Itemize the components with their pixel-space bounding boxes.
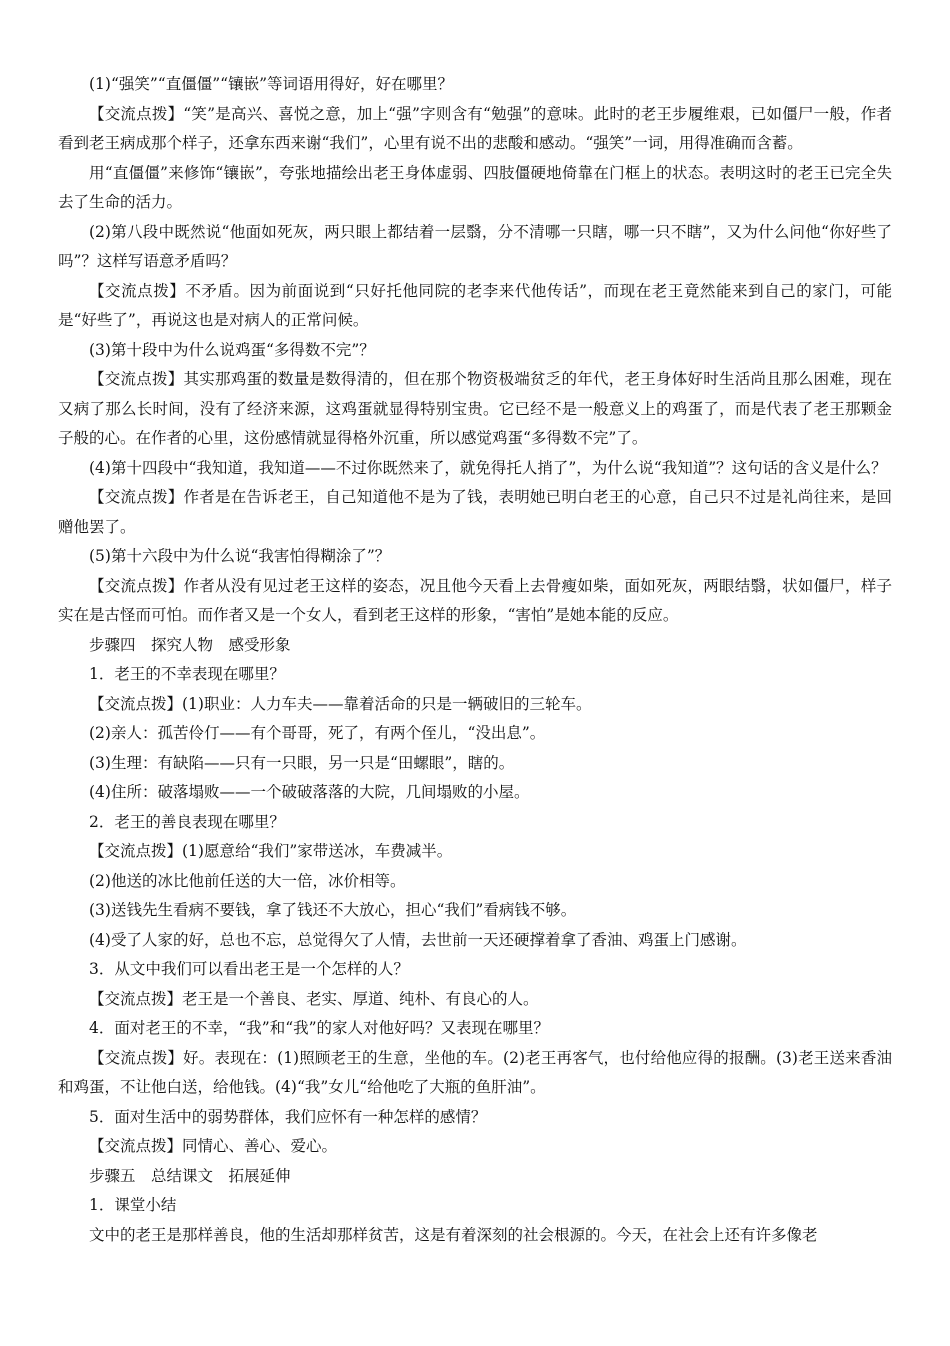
question-1: (1)“强笑”“直僵僵”“镶嵌”等词语用得好，好在哪里？ [89,75,454,93]
answer-3: 【交流点拨】其实那鸡蛋的数量是数得清的，但在那个物资极端贫乏的年代，老王身体好时生活尚且那么困难，现在又病了那么长时间，没有了经济来源，这鸡蛋就显得特别宝贵。它已经不是一般意义上的鸡蛋了，而是代表了老王那颗金子般的心。在作者的心里，这份感情就显得格外沉重，所以感觉鸡蛋“多得数不完”了。 [58,370,892,447]
step4-question-3: 3．从文中我们可以看出老王是一个怎样的人？ [89,960,409,978]
step4-answer-1-item-3: (3)生理：有缺陷——只有一只眼，另一只是“田螺眼”，瞎的。 [89,753,515,772]
step4-answer-5: 【交流点拨】同情心、善心、爱心。 [89,1137,338,1155]
answer-5: 【交流点拨】作者从没有见过老王这样的姿态，况且他今天看上去骨瘦如柴，面如死灰，两眼结翳，状如僵尸，样子实在是古怪而可怕。而作者又是一个女人，看到老王这样的形象，“害怕”是她本能的反应。 [58,576,892,624]
step-five-heading: 步骤五 总结课文 拓展延伸 [89,1166,291,1185]
step4-answer-1-item-4: (4)住所：破落塌败——一个破破落落的大院，几间塌败的小屋。 [89,783,530,801]
class-summary-heading: 1．课堂小结 [89,1196,177,1214]
answer-4: 【交流点拨】作者是在告诉老王，自己知道他不是为了钱，表明她已明白老王的心意，自己只不过是礼尚往来，是回赠他罢了。 [58,488,892,536]
step4-answer-2-item-4: (4)受了人家的好，总也不忘，总觉得欠了人情，去世前一天还硬撑着拿了香油、鸡蛋上门感谢。 [89,930,747,949]
answer-2: 【交流点拨】不矛盾。因为前面说到“只好托他同院的老李来代他传话”，而现在老王竟然能来到自己的家门，可能是“好些了”，再说这也是对病人的正常问候。 [58,281,892,329]
document-page [58,70,892,1250]
question-5: (5)第十六段中为什么说“我害怕得糊涂了”？ [89,547,391,565]
step4-answer-1-item-2: (2)亲人：孤苦伶仃——有个哥哥，死了，有两个侄儿，“没出息”。 [89,724,546,742]
step4-question-1: 1．老王的不幸表现在哪里？ [89,665,285,683]
question-4: (4)第十四段中“我知道，我知道——不过你既然来了，就免得托人捎了”，为什么说“我知道”？这句话的含义是什么？ [89,458,887,477]
step4-answer-2-item-3: (3)送钱先生看病不要钱，拿了钱还不大放心，担心“我们”看病钱不够。 [89,901,577,919]
step4-answer-3: 【交流点拨】老王是一个善良、老实、厚道、纯朴、有良心的人。 [89,989,539,1008]
question-3: (3)第十段中为什么说鸡蛋“多得数不完”？ [89,340,375,359]
step-four-heading: 步骤四 探究人物 感受形象 [89,635,291,654]
answer-1: 【交流点拨】“笑”是高兴、喜悦之意，加上“强”字则含有“勉强”的意味。此时的老王步履维艰，已如僵尸一般，作者看到老王病成那个样子，还拿东西来谢“我们”，心里有说不出的悲酸和感动。“强笑”一词，用得准确而含蓄。 [58,104,892,152]
step4-answer-1-item-1: 【交流点拨】(1)职业：人力车夫——靠着活命的只是一辆破旧的三轮车。 [89,694,592,713]
step4-answer-4: 【交流点拨】好。表现在：(1)照顾老王的生意，坐他的车。(2)老王再客气，也付给他应得的报酬。(3)老王送来香油和鸡蛋，不让他白送，给他钱。(4)“我”女儿“给他吃了大瓶的鱼肝油”。 [58,1048,892,1096]
step4-answer-2-item-2: (2)他送的冰比他前任送的大一倍，冰价相等。 [89,871,406,890]
step4-question-4: 4．面对老王的不幸，“我”和“我”的家人对他好吗？又表现在哪里？ [89,1019,550,1037]
answer-1-continued: 用“直僵僵”来修饰“镶嵌”，夸张地描绘出老王身体虚弱、四肢僵硬地倚靠在门框上的状态。表明这时的老王已完全失去了生命的活力。 [58,163,892,211]
class-summary-text: 文中的老王是那样善良，他的生活却那样贫苦，这是有着深刻的社会根源的。今天，在社会上还有许多像老 [89,1225,818,1244]
step4-answer-2-item-1: 【交流点拨】(1)愿意给“我们”家带送冰，车费减半。 [89,842,453,860]
question-2: (2)第八段中既然说“他面如死灰，两只眼上都结着一层翳，分不清哪一只瞎，哪一只不瞎”，又为什么问他“你好些了吗”？这样写语意矛盾吗？ [58,222,892,270]
step4-question-2: 2．老王的善良表现在哪里？ [89,812,285,831]
step4-question-5: 5．面对生活中的弱势群体，我们应怀有一种怎样的感情？ [89,1107,487,1126]
